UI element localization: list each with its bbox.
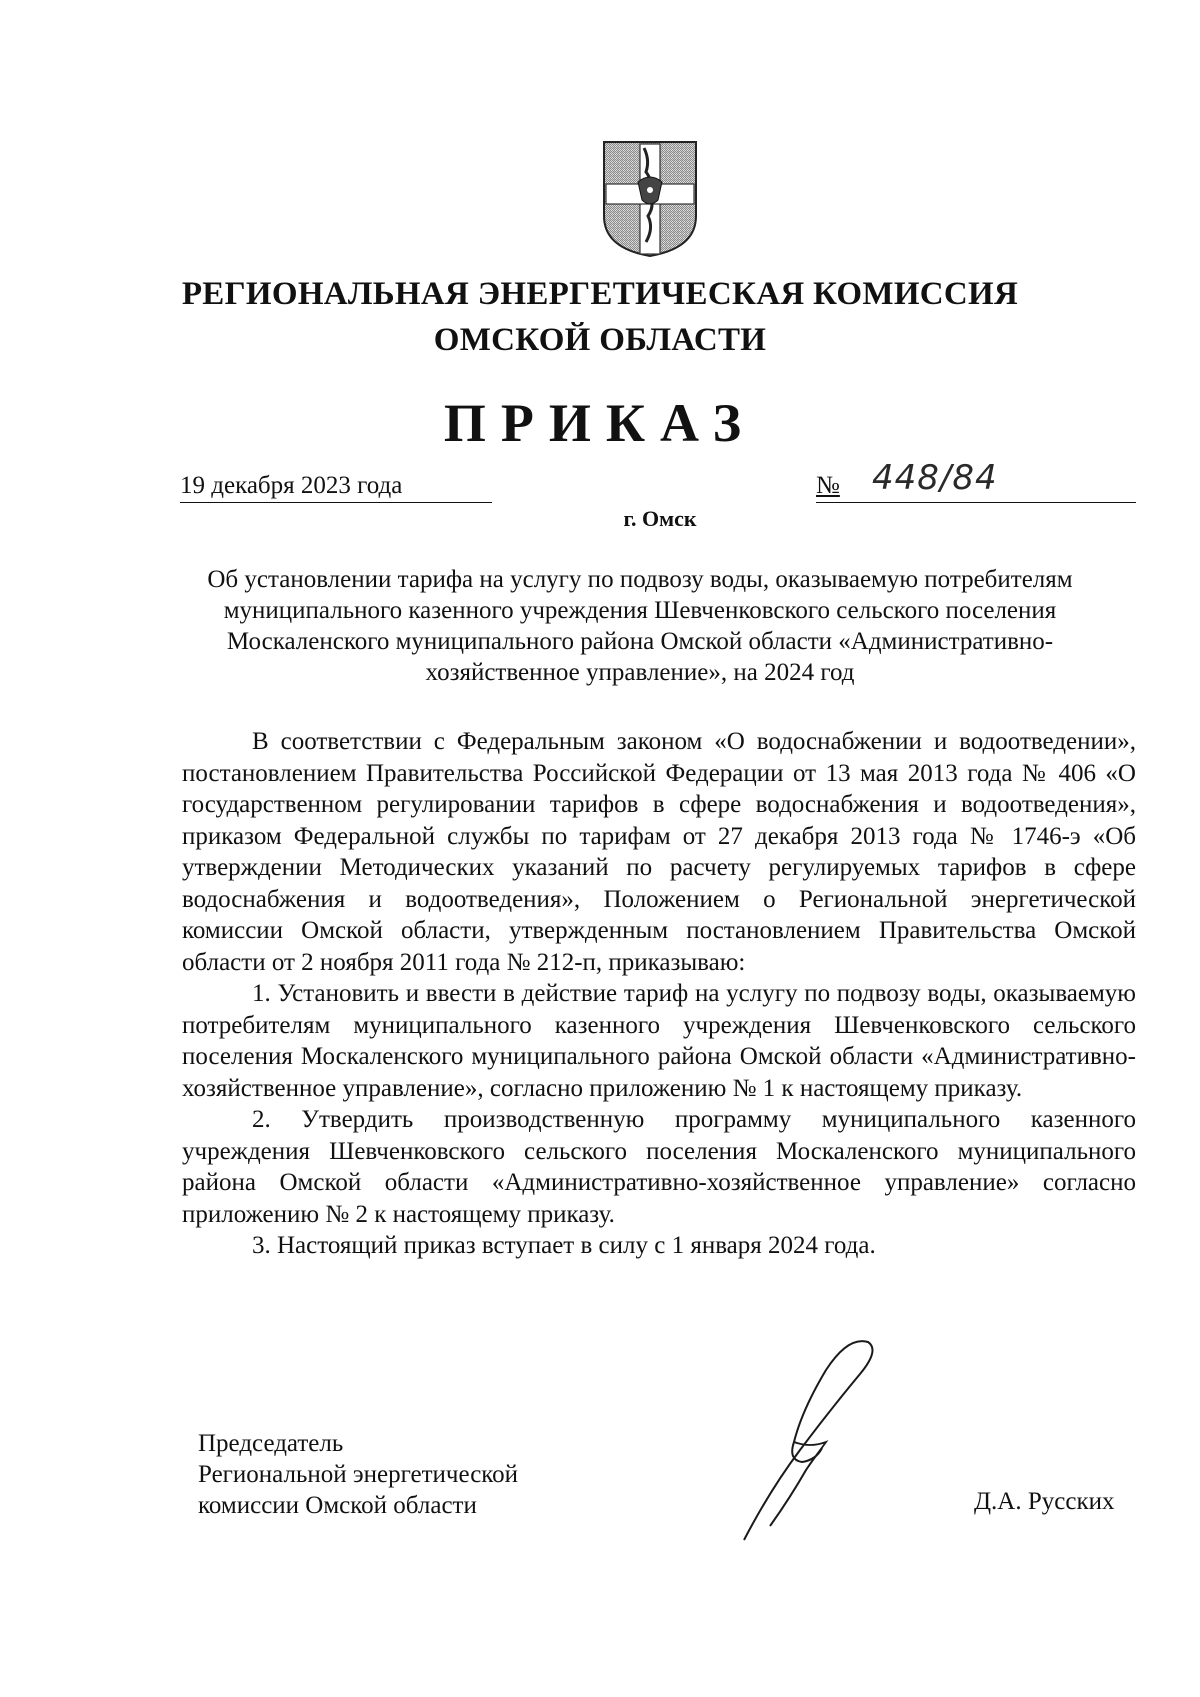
number-field [816,458,1136,503]
number-label: № [816,472,840,499]
coat-of-arms-icon [600,138,700,260]
order-item-2: 2. Утвердить производственную программу муниципального казенного учреждения Шевченковского сельского поселения Москаленского муниципального района Омской области «Административно-хозяйственное управление» согласно приложению № 2 к настоящему приказу. [182,1106,1136,1228]
organization-name-line2: ОМСКОЙ ОБЛАСТИ [433,322,767,358]
position-line-3: комиссии Омской области [198,1492,477,1519]
order-item-3: 3. Настоящий приказ вступает в силу с 1 января 2024 года. [252,1232,876,1259]
position-line-1: Председатель [198,1430,344,1457]
handwritten-signature [730,1330,900,1550]
signatory-name: Д.А. Русских [974,1488,1115,1515]
signatory-position [198,1428,518,1521]
document-number: 448/84 [872,458,998,498]
position-line-2: Региональной энергетической [198,1461,519,1488]
order-item-1: 1. Установить и ввести в действие тариф на услугу по подвозу воды, оказываемую потребителям муниципального казенного учреждения Шевченковского сельского поселения Москаленского муниципального района Омской области «Административно-хозяйственное управление», согласно приложению № 1 к настоящему приказу. [182,980,1136,1102]
city: г. Омск [623,506,697,531]
document-title: ПРИКАЗ [443,393,757,453]
document-date: 19 декабря 2023 года [180,472,403,499]
organization-name-line1: РЕГИОНАЛЬНАЯ ЭНЕРГЕТИЧЕСКАЯ КОМИССИЯ [181,276,1019,312]
date-field [180,472,492,503]
document-body [182,726,1136,1262]
document-subject: Об установлении тарифа на услугу по подвозу воды, оказываемую потребителям муниципального казенного учреждения Шевченковского сельского поселения Москаленского муниципального района Омской области «Административно-хозяйственное управление», на 2024 год [207,566,1073,686]
preamble-paragraph: В соответствии с Федеральным законом «О водоснабжении и водоотведении», постановлением Правительства Российской Федерации от 13 мая 2013 года № 406 «О государственном регулировании тарифов в сфере водоснабжения и водоотведения», приказом Федеральной службы по тарифам от 27 декабря 2013 года № 1746-э «Об утверждении Методических указаний по расчету регулируемых тарифов в сфере водоснабжения и водоотведения», Положением о Региональной энергетической комиссии Омской области, утвержденным постановлением Правительства Омской области от 2 ноября 2011 года № 212-п, приказываю: [182,728,1136,976]
